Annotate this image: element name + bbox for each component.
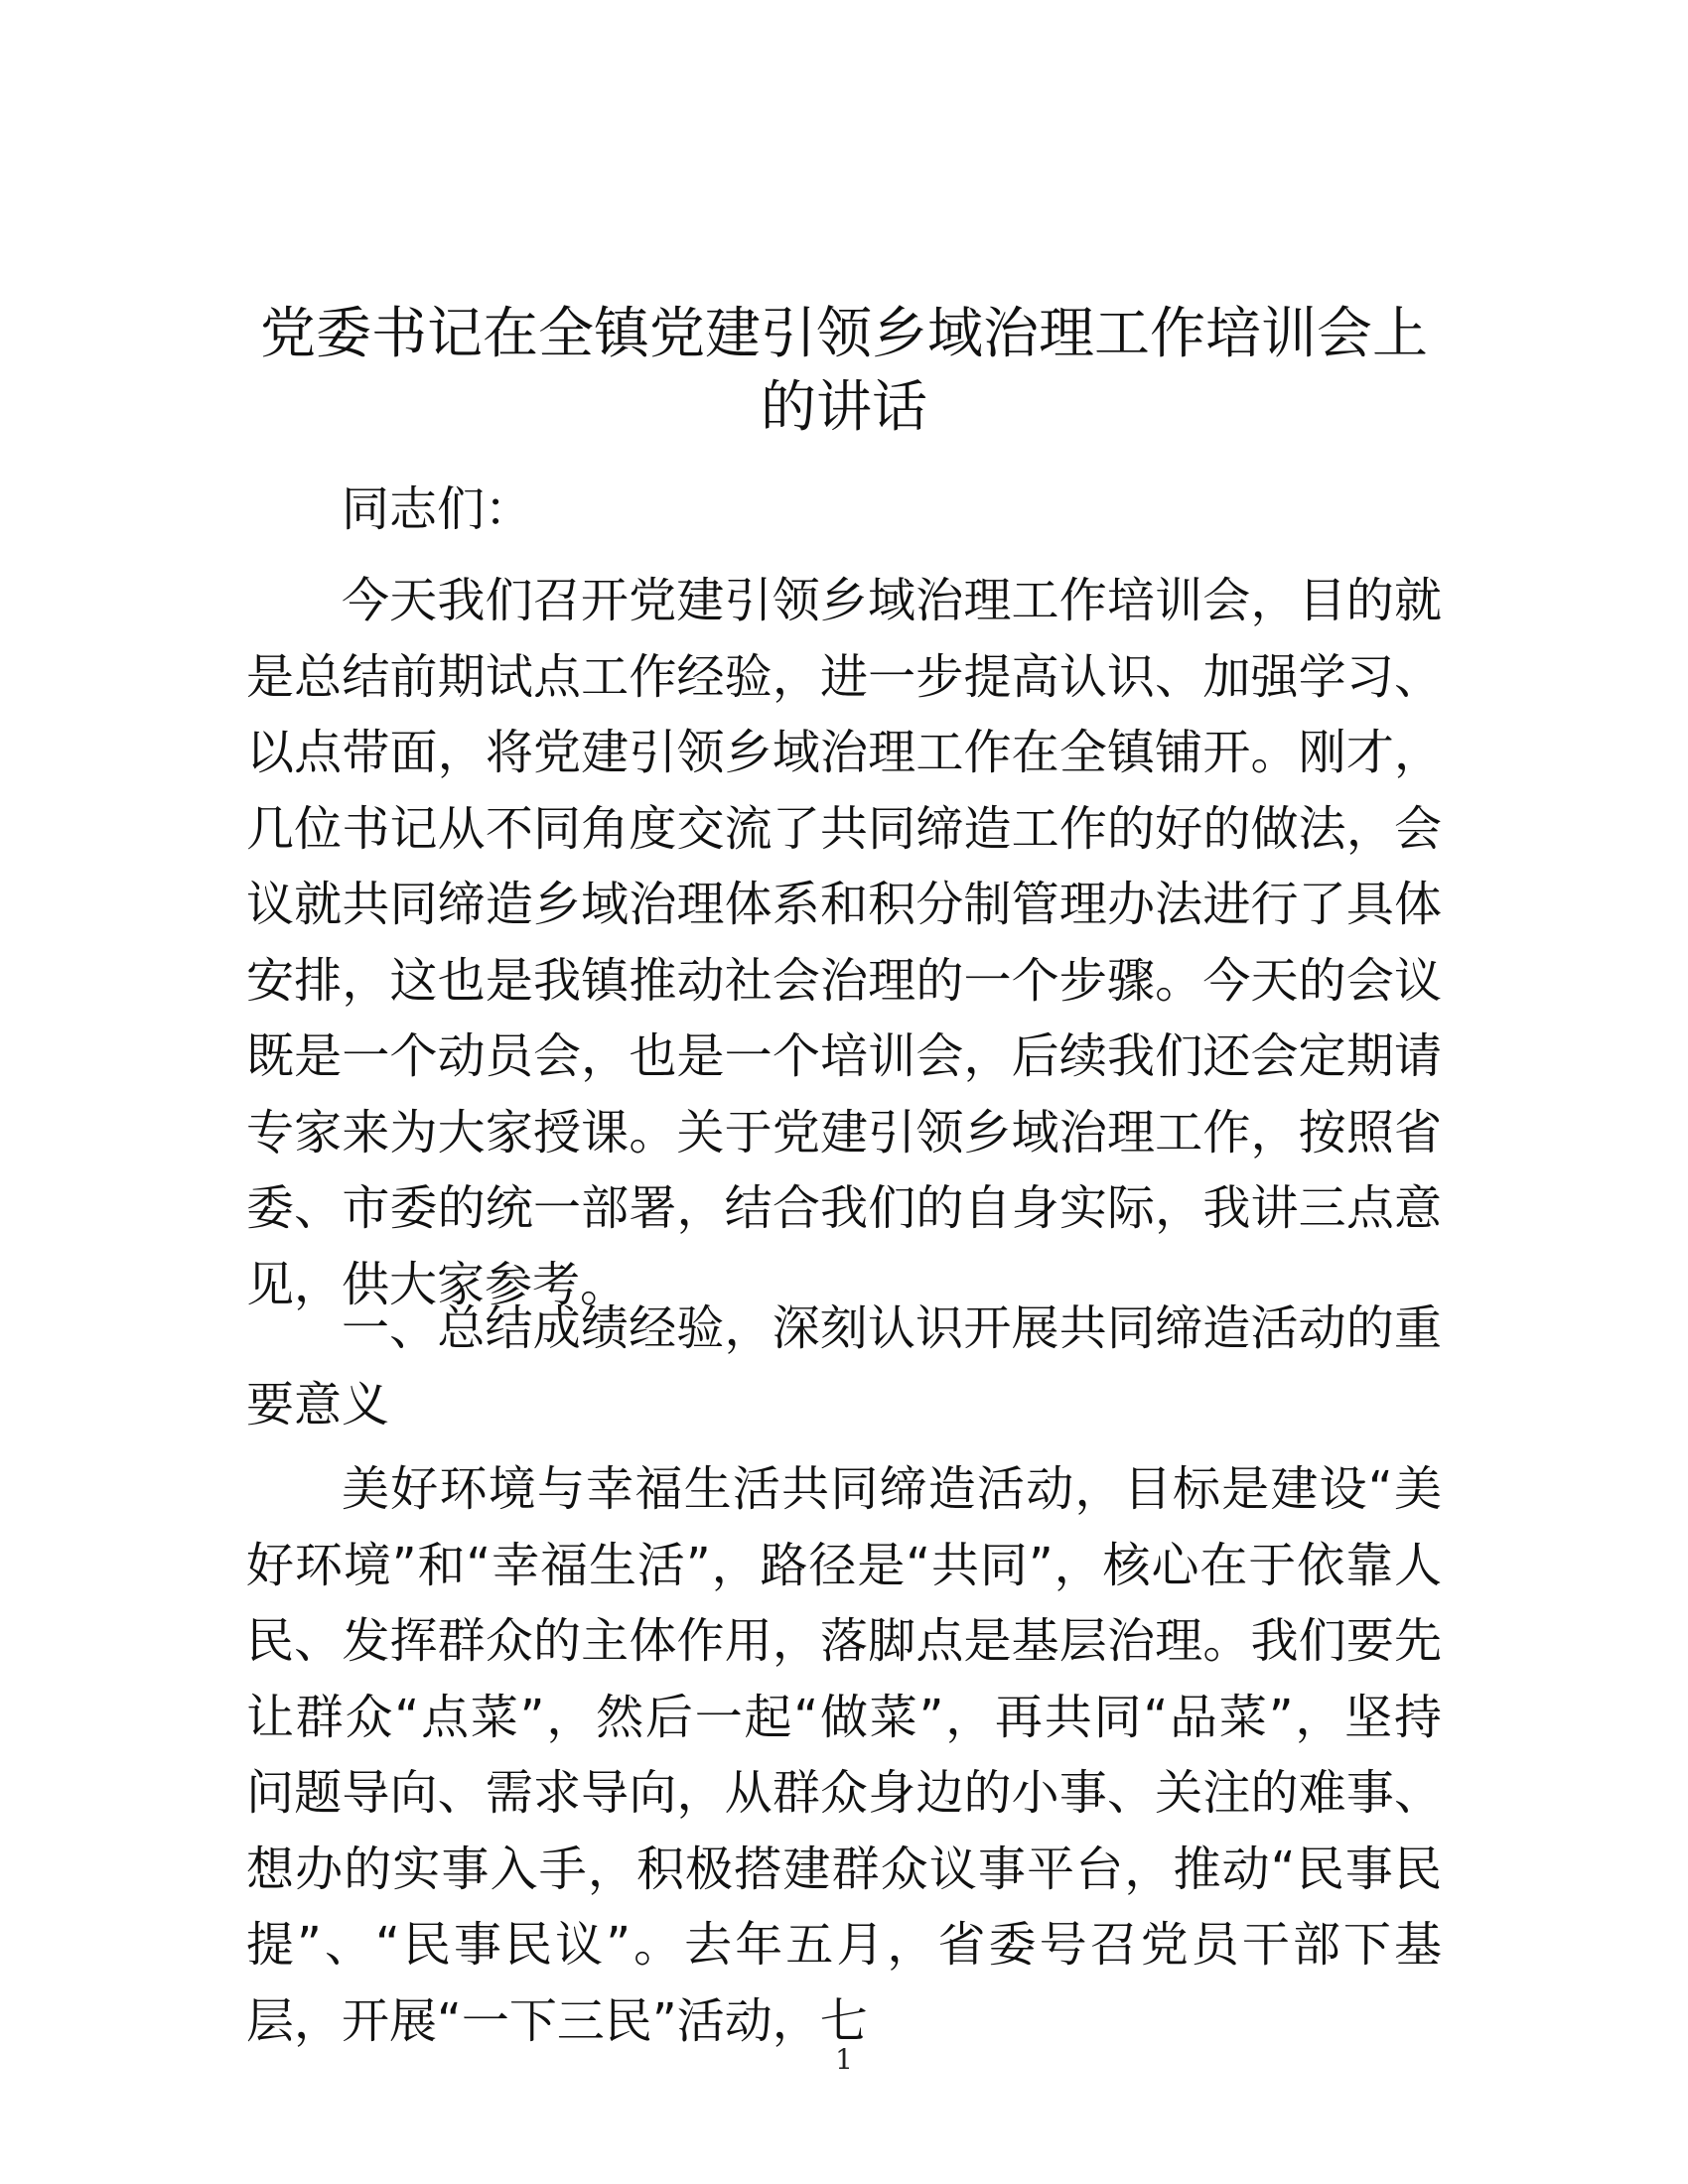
paragraph-intro: 今天我们召开党建引领乡域治理工作培训会，目的就是总结前期试点工作经验，进一步提高认识、加强学习、以点带面，将党建引领乡域治理工作在全镇铺开。刚才，几位书记从不同角度交流了共同缔造工作的好的做法，会议就共同缔造乡域治理体系和积分制管理办法进行了具体安排，这也是我镇推动社会治理的一个步骤。今天的会议既是一个动员会，也是一个培训会，后续我们还会定期请专家来为大家授课。关于党建引领乡域治理工作，按照省委、市委的统一部署，结合我们的自身实际，我讲三点意见，供大家参考。 bbox=[246, 573, 1442, 1312]
salutation: 同志们： bbox=[342, 481, 533, 537]
document-title: 党委书记在全镇党建引领乡域治理工作培训会上的讲话 bbox=[260, 302, 1428, 440]
page-number: 1 bbox=[835, 2043, 853, 2076]
paragraph-section-1: 美好环境与幸福生活共同缔造活动，目标是建设“美好环境”和“幸福生活”，路径是“共同”，核心在于依靠人民、发挥群众的主体作用，落脚点是基层治理。我们要先让群众“点菜”，然后一起“做菜”，再共同“品菜”，坚持问题导向、需求导向，从群众身边的小事、关注的难事、想办的实事入手，积极搭建群众议事平台，推动“民事民提”、“民事民议”。去年五月，省委号召党员干部下基层，开展“一下三民”活动，七 bbox=[246, 1461, 1442, 2049]
section-heading-1: 一、总结成绩经验，深刻认识开展共同缔造活动的重要意义 bbox=[246, 1300, 1442, 1433]
